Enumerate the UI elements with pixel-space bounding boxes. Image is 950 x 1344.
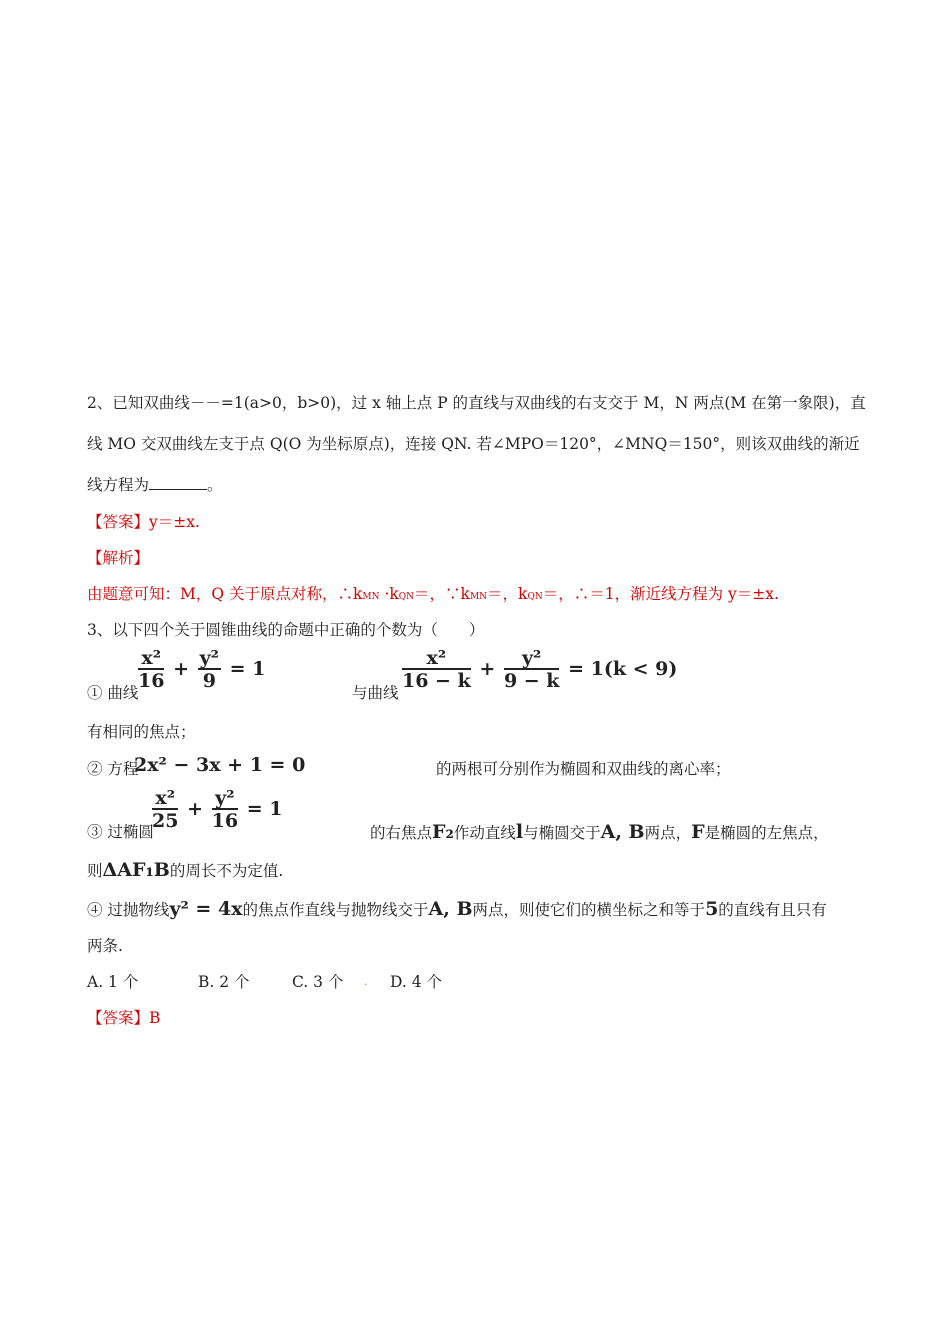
choice-a: A. 1 个 — [87, 973, 139, 991]
q2-line-3 — [87, 475, 223, 495]
equals-condition: = 1(k < 9) — [568, 658, 678, 680]
stray-dot: . — [364, 975, 368, 988]
analysis-sub-1: MN — [362, 592, 380, 602]
frac-x2-16k — [402, 648, 471, 692]
q2-analysis-label — [87, 548, 149, 568]
answer-value: y＝±x. — [149, 513, 200, 531]
frac-num: y² — [504, 648, 560, 670]
item3-line2-b: 的周长不为定值. — [169, 862, 284, 880]
analysis-sub-3: MN — [469, 592, 488, 602]
plus-sign: + — [187, 798, 203, 820]
item4-text-a: ④ 过抛物线 — [87, 901, 170, 919]
q3-item3-prefix: ③ 过椭圆 — [87, 823, 154, 841]
item2-equation: 2x² − 3x + 1 = 0 — [134, 754, 306, 776]
q3-item4-line2: 两条. — [87, 937, 123, 955]
focus-F2: F₂ — [432, 821, 454, 843]
item3-text-a: 的右焦点 — [370, 824, 433, 842]
frac-y2-9 — [198, 648, 221, 692]
focus-F: F — [691, 821, 705, 843]
q2-line-3-suffix: 。 — [207, 476, 223, 494]
q3-item4-line1 — [87, 899, 827, 920]
q3-item1-tail: 有相同的焦点； — [87, 723, 196, 741]
q2-line-2: 线 MO 交双曲线左支于点 Q(O 为坐标原点)，连接 QN. 若∠MPO＝120°，∠MNQ＝150°，则该双曲线的渐近 — [87, 435, 860, 453]
analysis-sub-2: QN — [398, 592, 415, 602]
q3-item2-prefix: ② 方程 — [87, 760, 139, 778]
analysis-text-e: ＝，∴＝1，渐近线方程为 y＝±x. — [542, 585, 779, 603]
plus-sign: + — [173, 658, 189, 680]
answer-value: B — [149, 1009, 161, 1027]
frac-den: 9 − k — [503, 670, 560, 692]
analysis-text-c: ＝，∵k — [414, 585, 470, 603]
answer-label: 【答案】 — [87, 513, 150, 531]
equals-one: = 1 — [229, 658, 266, 680]
points-AB: A, B — [428, 898, 473, 920]
analysis-text-d: ＝，k — [487, 585, 528, 603]
q3-item2-suffix: 的两根可分别作为椭圆和双曲线的离心率； — [436, 760, 731, 778]
q2-answer — [87, 512, 200, 532]
item1-equation-1 — [136, 648, 265, 692]
analysis-sub-4: QN — [527, 592, 543, 602]
frac-num: y² — [199, 647, 219, 669]
q2-analysis-text — [87, 584, 779, 607]
frac-num: y² — [212, 788, 238, 810]
item4-text-b: 的焦点作直线与抛物线交于 — [242, 901, 429, 919]
answer-label: 【答案】 — [87, 1009, 150, 1027]
frac-num: x² — [138, 648, 164, 670]
frac-x2-25 — [152, 788, 178, 832]
choice-b: B. 2 个 — [198, 973, 250, 991]
frac-den: 25 — [152, 810, 179, 832]
answer-blank — [149, 475, 207, 490]
item3-text-d: 两点， — [644, 824, 692, 842]
number-five: 5 — [705, 898, 719, 920]
parabola-equation: y² = 4x — [169, 898, 243, 920]
item3-text-b: 作动直线 — [453, 824, 516, 842]
frac-num: x² — [402, 648, 471, 670]
choice-d: D. 4 个 — [390, 973, 443, 991]
triangle-AF1B: ΔAF₁B — [102, 859, 170, 881]
line-l: l — [515, 821, 524, 843]
item3-line2-a: 则 — [87, 862, 103, 880]
q2-line-1: 2、已知双曲线－－=1(a>0，b>0)，过 x 轴上点 P 的直线与双曲线的右支交于 M，N 两点(M 在第一象限)，直 — [87, 394, 866, 412]
q3-item3-rest — [370, 822, 829, 843]
choice-c: C. 3 个 — [292, 973, 344, 991]
analysis-label: 【解析】 — [87, 549, 150, 567]
item1-equation-2 — [400, 648, 677, 692]
equals-one: = 1 — [246, 798, 283, 820]
q3-stem: 3、以下四个关于圆锥曲线的命题中正确的个数为（ ） — [87, 621, 485, 639]
q2-line-3-prefix: 线方程为 — [87, 476, 150, 494]
item3-text-c: 与椭圆交于 — [523, 824, 601, 842]
frac-num: x² — [152, 788, 178, 810]
item4-text-d: 的直线有且只有 — [718, 901, 827, 919]
item4-text-c: 两点，则使它们的横坐标之和等于 — [472, 901, 706, 919]
frac-den: 16 — [211, 810, 239, 832]
frac-den: 16 — [138, 670, 165, 692]
frac-x2-16 — [138, 648, 164, 692]
item3-ellipse-equation — [150, 788, 282, 832]
q3-item3-line2 — [87, 860, 283, 881]
q3-item1-prefix: ① 曲线 — [87, 684, 139, 702]
frac-y2-9k — [504, 648, 560, 692]
frac-y2-16 — [212, 788, 238, 832]
q3-answer — [87, 1008, 160, 1028]
frac-den: 16 − k — [402, 670, 471, 692]
analysis-text-b: ·k — [384, 585, 399, 603]
frac-den: 9 — [202, 670, 216, 692]
analysis-text-a: 由题意可知：M，Q 关于原点对称，∴k — [87, 585, 363, 603]
q3-item1-mid: 与曲线 — [352, 684, 399, 702]
item3-text-e: 是椭圆的左焦点， — [704, 824, 829, 842]
plus-sign: + — [479, 658, 496, 680]
points-AB: A, B — [600, 821, 645, 843]
